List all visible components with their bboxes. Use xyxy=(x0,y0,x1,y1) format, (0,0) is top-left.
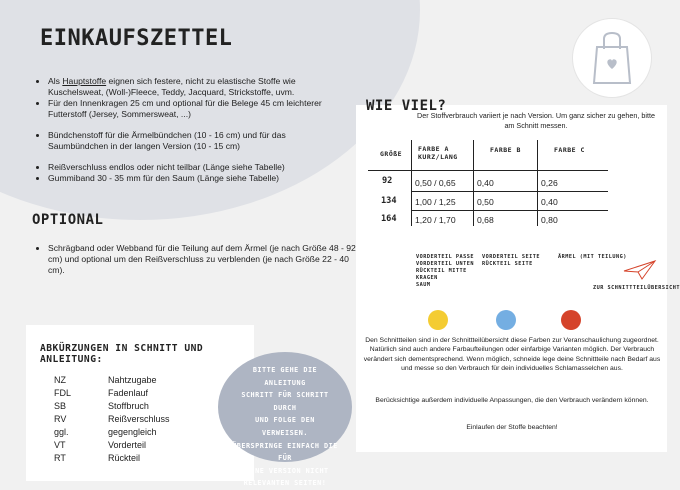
list-item: • Reißverschluss endlos oder nicht teilbar (Länge siehe Tabelle) xyxy=(48,162,348,173)
header-color-c: FARBE C xyxy=(554,146,585,154)
table-cell: 0,40 xyxy=(477,178,494,188)
info-paragraph: Berücksichtige außerdem individuelle Anpassungen, die den Verbrauch verändern können. xyxy=(375,397,649,404)
table-row: RT Rückteil xyxy=(54,452,141,463)
table-divider xyxy=(473,140,474,226)
table-cell: 1,00 / 1,25 xyxy=(415,197,456,207)
table-cell: 0,80 xyxy=(541,215,558,225)
table-cell: 0,26 xyxy=(541,178,558,188)
table-row: VT Vorderteil xyxy=(54,439,147,450)
shopping-bag-badge xyxy=(572,18,652,98)
hauptstoffe-link[interactable]: Hauptstoffe xyxy=(62,76,107,86)
consumption-title: WIE VIEL? xyxy=(366,98,447,114)
table-cell: 0,68 xyxy=(477,215,494,225)
abbreviations-title: ABKÜRZUNGEN IN SCHNITT UND ANLEITUNG: xyxy=(40,343,204,365)
table-cell: 1,20 / 1,70 xyxy=(415,215,456,225)
table-cell: 0,50 xyxy=(477,197,494,207)
abbreviations-table xyxy=(54,373,170,464)
table-row: ggl. gegengleich xyxy=(54,426,157,437)
table-divider xyxy=(411,191,608,192)
shopping-bag-icon xyxy=(573,19,651,97)
optional-title: OPTIONAL xyxy=(32,212,104,228)
label-red: ÄRMEL (MIT TEILUNG) xyxy=(558,254,627,260)
header-color-a: FARBE A KURZ/LANG xyxy=(418,145,458,161)
label-yellow: VORDERTEIL PASSE VORDERTEIL UNTEN RÜCKTEIL MITTE KRAGEN SAUM xyxy=(416,254,474,288)
materials-list xyxy=(30,76,348,184)
note-text: BITTE GEHE DIE ANLEITUNG SCHRITT FÜR SCHRITT DURCH UND FOLGE DEN VERWEISEN. ÜBERSPRINGE EINFACH DIE FÜR DEINE VERSION NICHT RELEVANTEN SEITEN! xyxy=(232,366,338,488)
table-size: 164 xyxy=(381,214,397,224)
list-item: • Bündchenstoff für die Ärmelbündchen (10 - 16 cm) und für das Saumbündchen in der langen Version (10 - 15 cm) xyxy=(48,130,348,152)
page-title: EINKAUFSZETTEL xyxy=(40,26,233,51)
list-item: • Als Hauptstoffe eignen sich festere, nicht zu elastische Stoffe wie Kuschelsweat, (Woll-)Fleece, Teddy, Jacquard, Strickstoffe, uvm. xyxy=(48,76,348,98)
list-item: • Für den Innenkragen 25 cm und optional für die Belege 45 cm leichterer Futterstoff (Jersey, Sommersweat, ...) xyxy=(48,98,348,120)
table-cell: 0,50 / 0,65 xyxy=(415,178,456,188)
label-blue: VORDERTEIL SEITE RÜCKTEIL SEITE xyxy=(482,254,540,267)
table-row: FDL Fadenlauf xyxy=(54,387,149,398)
table-divider xyxy=(537,140,538,226)
overview-link[interactable]: ZUR SCHNITTTEILÜBERSICHT xyxy=(593,285,680,291)
table-divider xyxy=(368,170,608,171)
optional-list xyxy=(30,243,358,276)
header-size: GRÖßE xyxy=(380,150,403,158)
color-dot-red xyxy=(561,310,581,330)
table-divider xyxy=(411,210,608,211)
table-divider xyxy=(411,140,412,226)
table-row: SB Stoffbruch xyxy=(54,400,149,411)
table-row: NZ Nahtzugabe xyxy=(54,374,157,385)
paper-plane-icon xyxy=(622,258,658,282)
color-dot-yellow xyxy=(428,310,448,330)
list-item: • Gummiband 30 - 35 mm für den Saum (Länge siehe Tabelle) xyxy=(48,173,348,184)
consumption-subtitle: Der Stoffverbrauch variiert je nach Version. Um ganz sicher zu gehen, bitte am Schnitt messen. xyxy=(417,111,655,130)
info-paragraph: Einlaufen der Stoffe beachten! xyxy=(466,424,558,431)
info-paragraph: Den Schnittteilen sind in der Schnittteilübersicht diese Farben zur Veranschaulichung zugeordnet. Natürlich sind auch andere Farbaufteilungen oder einfarbige Varianten möglich. Der Verbrauch verändert sich dementsprechend. Wenn möglich, schneide lege deine Schnittteile nach Bedarf aus und messe so den Verbrauch für dein individuelles Schlamasselchen aus. xyxy=(363,337,661,373)
table-size: 134 xyxy=(381,196,397,206)
list-item: • Schrägband oder Webband für die Teilung auf dem Ärmel (je nach Größe 48 - 92 cm) und optional um den Reißverschluss zu verblenden (je nach Größe 22 - 40 cm). xyxy=(48,243,358,276)
table-row: RV Reißverschluss xyxy=(54,413,170,424)
table-size: 92 xyxy=(382,176,393,186)
table-cell: 0,40 xyxy=(541,197,558,207)
header-color-b: FARBE B xyxy=(490,146,521,154)
color-dot-blue xyxy=(496,310,516,330)
